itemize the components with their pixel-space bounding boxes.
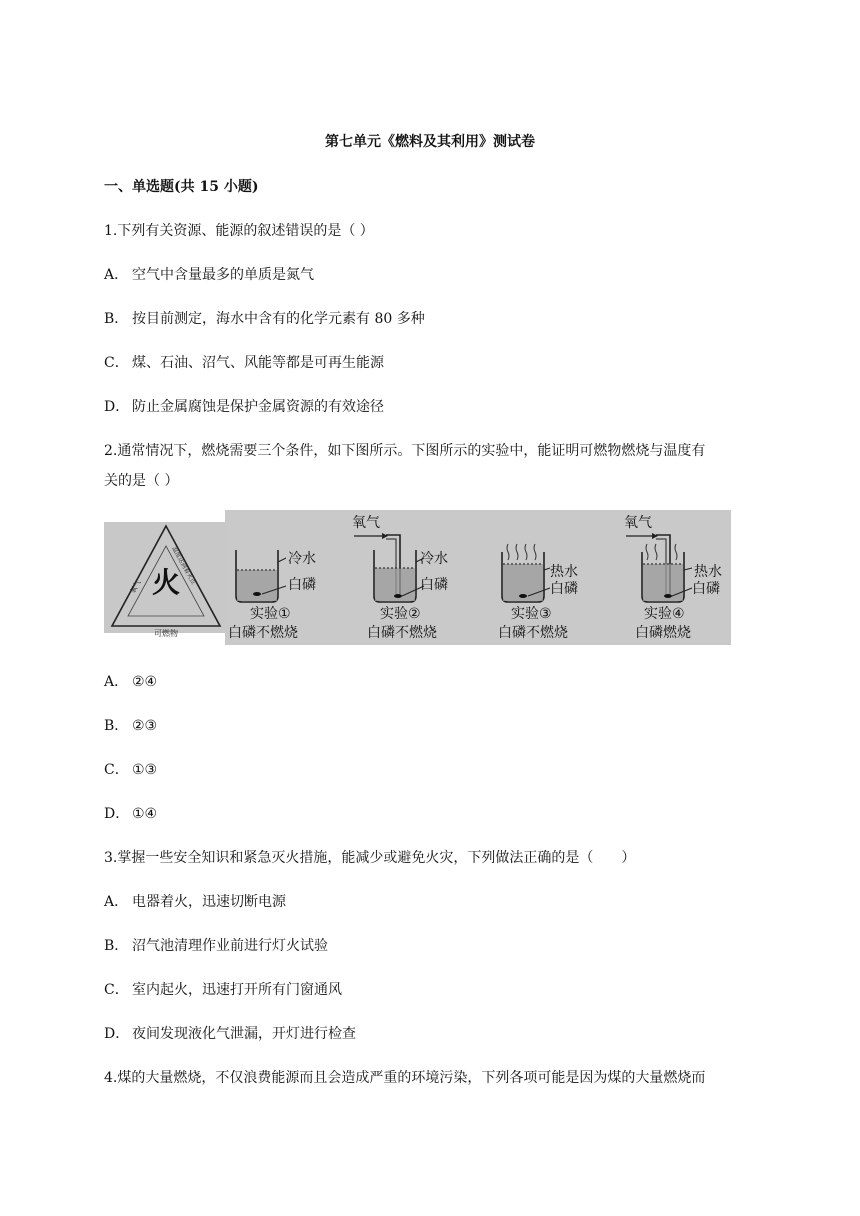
option-letter: C． <box>104 762 129 778</box>
option-text: ①③ <box>132 762 158 778</box>
question-3-option-d <box>104 1023 356 1043</box>
option-letter: D． <box>104 806 130 822</box>
option-letter: B． <box>104 311 129 327</box>
option-text: 空气中含量最多的单质是氮气 <box>132 267 314 283</box>
experiment-3-name: 实验③ <box>511 606 552 622</box>
question-3-option-a <box>104 891 286 911</box>
experiment-2-result: 白磷不燃烧 <box>367 625 437 641</box>
triangle-bottom-label: 可燃物 <box>154 629 178 638</box>
question-2-option-c <box>104 759 157 779</box>
experiment-1-water: 冷水 <box>288 551 316 567</box>
experiment-2-name: 实验② <box>380 606 421 622</box>
option-letter: C． <box>104 355 129 371</box>
option-letter: D． <box>104 399 130 415</box>
experiment-2-solid: 白磷 <box>420 577 448 593</box>
experiment-3-result: 白磷不燃烧 <box>498 625 568 641</box>
question-2-option-b <box>104 715 157 735</box>
question-1-stem: 1.下列有关资源、能源的叙述错误的是（ ） <box>104 223 374 239</box>
experiment-2-water: 冷水 <box>420 551 448 567</box>
triangle-center-label: 火 <box>151 566 181 599</box>
option-letter: C． <box>104 982 129 998</box>
question-1-option-b <box>104 308 425 328</box>
option-letter: A． <box>104 894 129 910</box>
option-letter: B． <box>104 718 129 734</box>
option-letter: A． <box>104 674 129 690</box>
option-text: ②③ <box>132 718 158 734</box>
question-2-stem-line-1: 2.通常情况下，燃烧需要三个条件，如下图所示。下图所示的实验中，能证明可燃物燃烧与温度有 <box>104 443 706 459</box>
experiment-4-name: 实验④ <box>644 606 685 622</box>
option-letter: A． <box>104 267 129 283</box>
question-2-option-a <box>104 671 157 691</box>
experiment-1-result: 白磷不燃烧 <box>228 625 298 641</box>
experiment-4-result: 白磷燃烧 <box>635 625 691 641</box>
option-text: 煤、石油、沼气、风能等都是可再生能源 <box>132 355 384 371</box>
question-2-option-d <box>104 803 157 823</box>
option-text: 夜间发现液化气泄漏，开灯进行检查 <box>132 1026 356 1042</box>
experiment-3-solid: 白磷 <box>550 581 578 597</box>
question-1-option-c <box>104 352 384 372</box>
combustion-experiment-figure <box>104 510 731 645</box>
option-text: ②④ <box>132 674 158 690</box>
experiment-4-water: 热水 <box>694 564 722 580</box>
option-text: 沼气池清理作业前进行灯火试验 <box>132 938 328 954</box>
experiment-1-name: 实验① <box>250 606 291 622</box>
triangle-left-label: 氧气 <box>128 578 143 595</box>
question-4-stem: 4.煤的大量燃烧，不仅浪费能源而且会造成严重的环境污染，下列各项可能是因为煤的大量燃烧而 <box>104 1070 706 1086</box>
experiment-4-gas: 氧气 <box>624 515 652 531</box>
document-title: 第七单元《燃料及其利用》测试卷 <box>325 134 535 150</box>
question-2-stem-line-2: 关的是（ ） <box>104 473 179 489</box>
option-letter: B． <box>104 938 129 954</box>
option-text: 按目前测定，海水中含有的化学元素有 80 多种 <box>132 311 425 327</box>
option-text: ①④ <box>132 806 158 822</box>
option-text: 室内起火，迅速打开所有门窗通风 <box>132 982 342 998</box>
question-3-stem: 3.掌握一些安全知识和紧急灭火措施，能减少或避免火灾，下列做法正确的是（ ） <box>104 850 636 866</box>
option-letter: D． <box>104 1026 130 1042</box>
option-text: 防止金属腐蚀是保护金属资源的有效途径 <box>132 399 384 415</box>
experiment-3-water: 热水 <box>550 564 578 580</box>
triangle-right-label: 温度达到着火点 <box>170 545 197 586</box>
question-1-option-d <box>104 396 384 416</box>
experiment-4-solid: 白磷 <box>692 581 720 597</box>
experiment-1-solid: 白磷 <box>288 577 316 593</box>
question-1-option-a <box>104 264 314 284</box>
section-heading: 一、单选题(共 15 小题) <box>104 179 259 195</box>
option-text: 电器着火，迅速切断电源 <box>132 894 286 910</box>
question-3-option-b <box>104 935 328 955</box>
question-3-option-c <box>104 979 342 999</box>
experiment-2-gas: 氧气 <box>352 515 380 531</box>
